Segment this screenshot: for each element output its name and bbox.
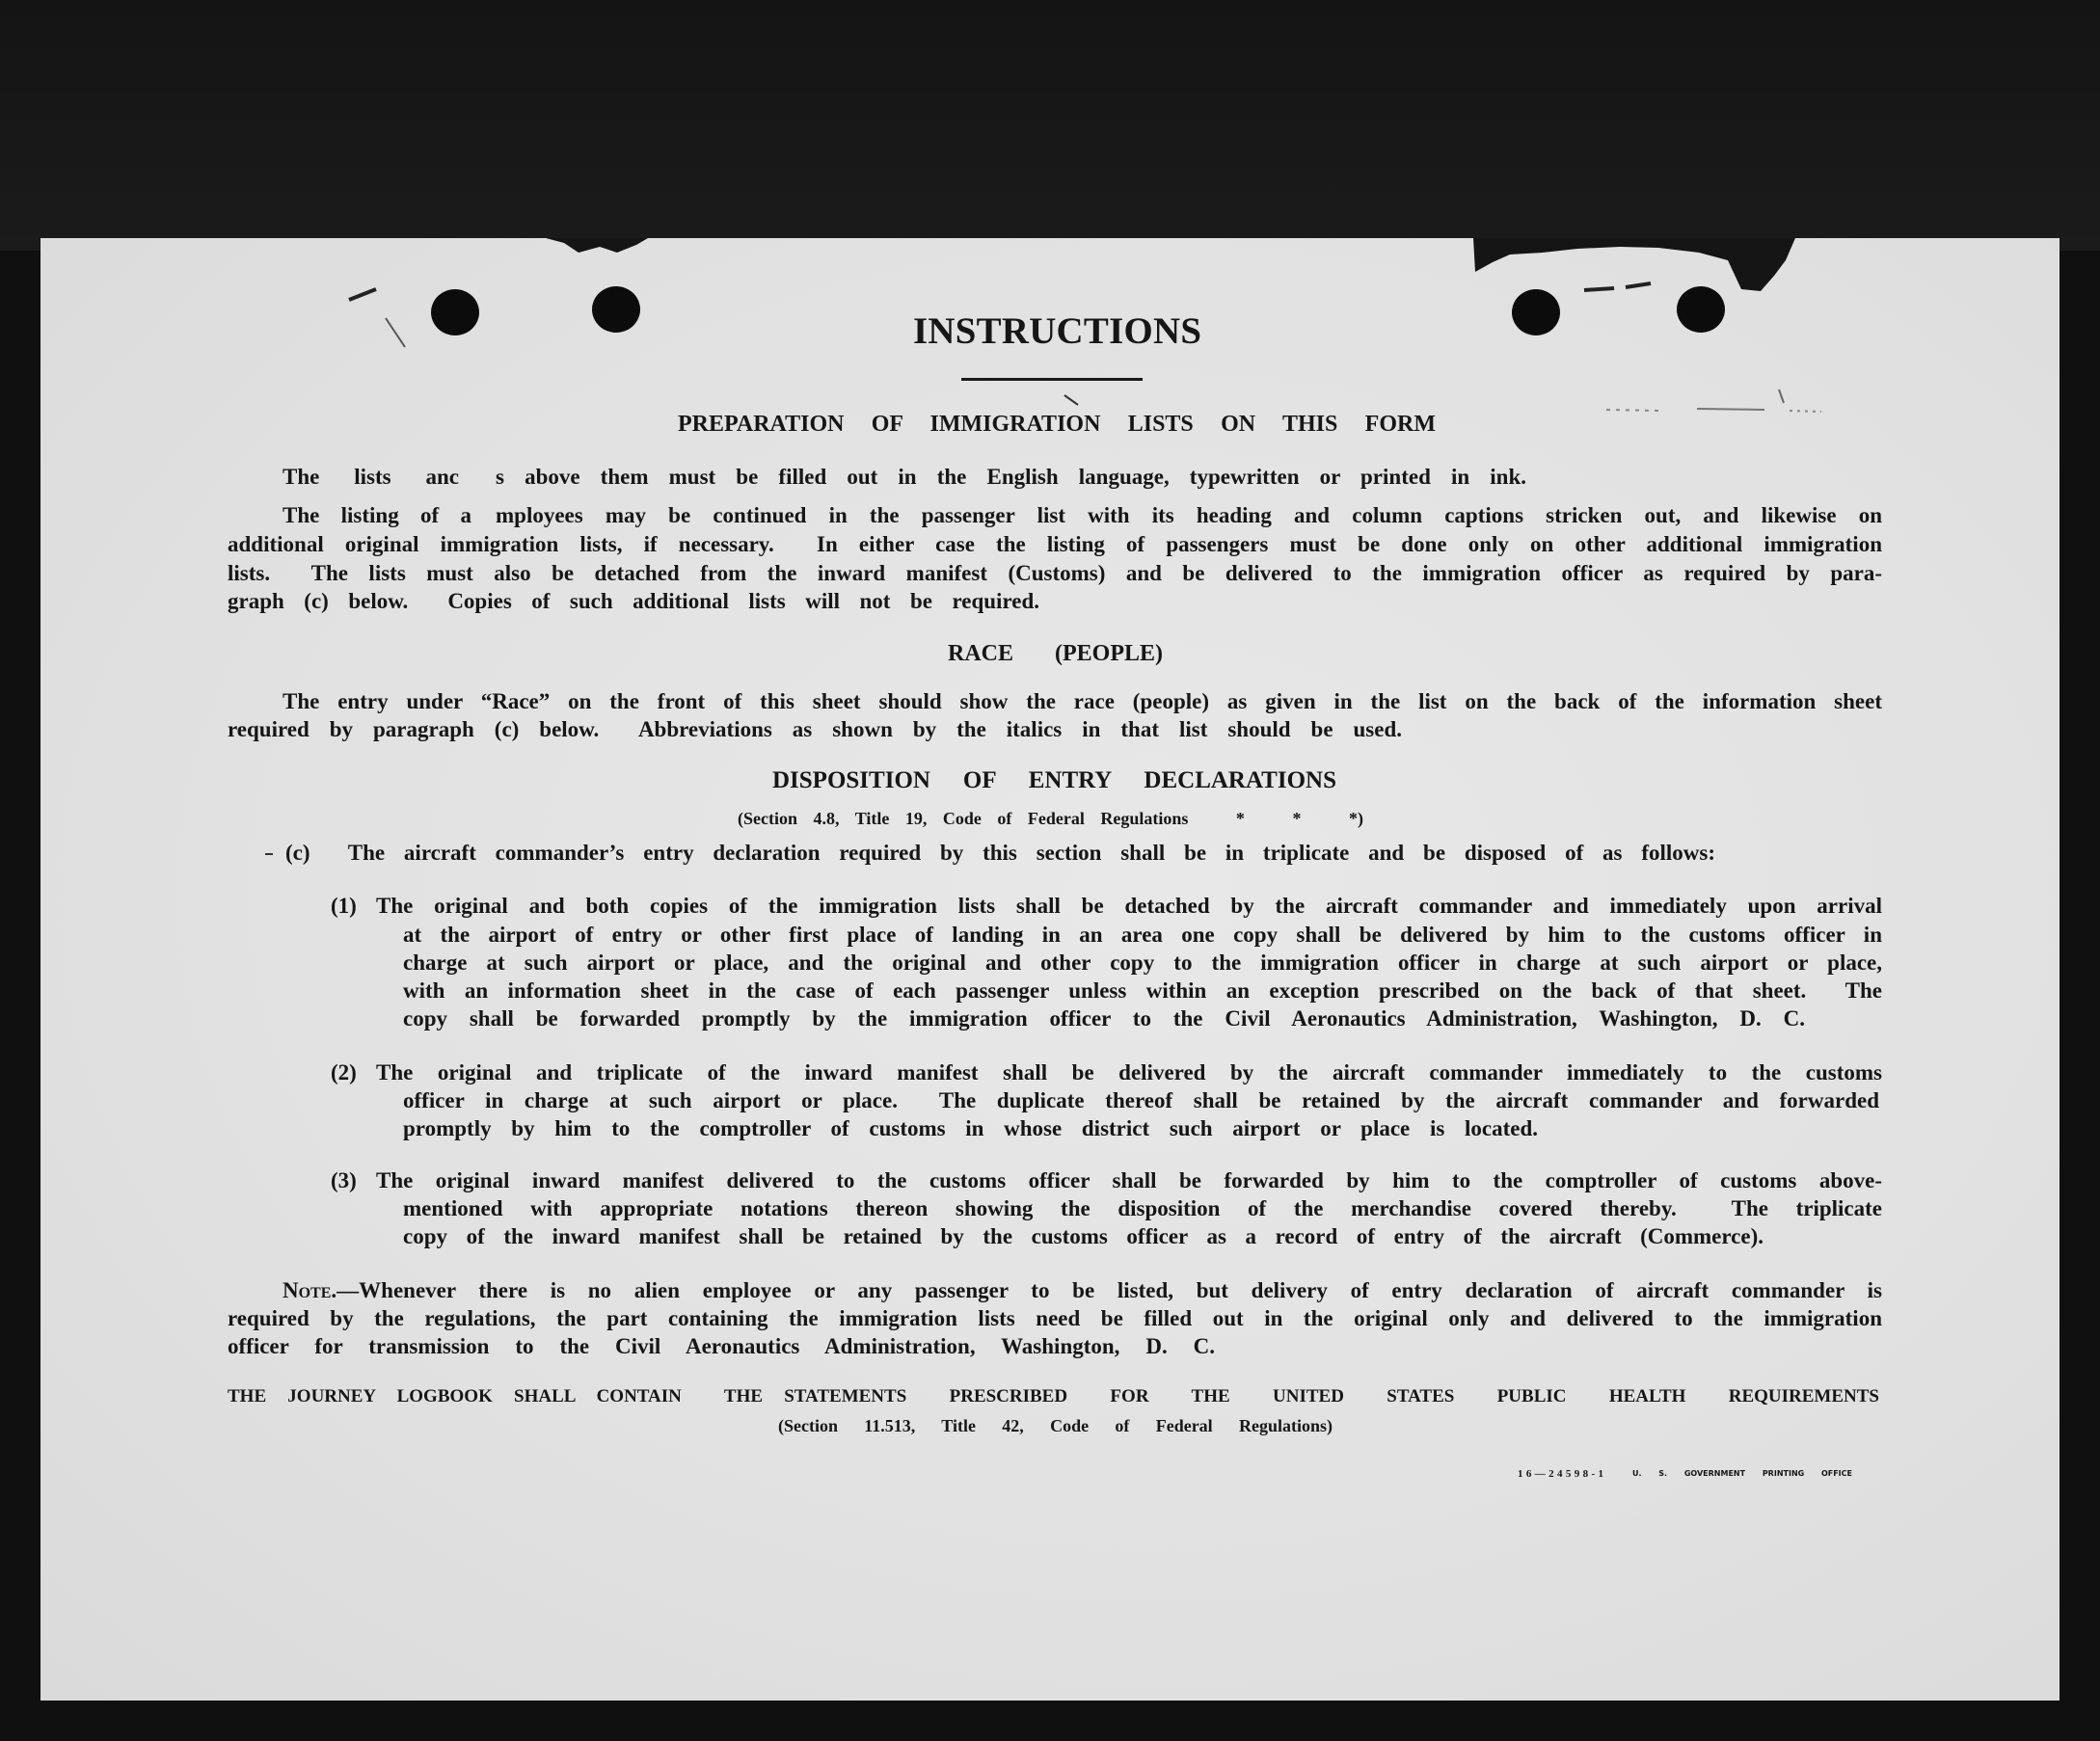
note-line: [283, 1276, 1882, 1305]
punch-hole: [1512, 289, 1560, 335]
punch-hole: [592, 286, 640, 333]
stray-mark: [1064, 395, 1078, 405]
note-text: —Whenever there is no alien employee or any passenger to be listed, but delivery of entry declaration of aircraft commander is: [337, 1278, 1882, 1302]
instruction-line: mentioned with appropriate notations thereon showing the disposition of the merchandise covered thereby. The triplicate: [403, 1196, 1882, 1220]
health-requirement-heading: THE JOURNEY LOGBOOK SHALL CONTAIN THE STATEMENTS PRESCRIBED FOR THE UNITED STATES PUBLIC HEALTH REQUIREMENTS: [228, 1386, 1879, 1406]
regulation-citation: (Section 4.8, Title 19, Code of Federal Regulations * * *): [738, 809, 1363, 828]
punch-hole: [1677, 286, 1725, 333]
stray-mark: [1790, 411, 1821, 412]
note-line: required by the regulations, the part containing the immigration lists need be filled out in the original only and delivered to the immigration: [228, 1306, 1882, 1330]
item-number: (2): [331, 1060, 357, 1085]
instruction-line: The lists anc: [283, 465, 459, 489]
instruction-line: copy of the inward manifest shall be retained by the customs officer as a record of entry of the aircraft (Commerce).: [403, 1224, 1763, 1248]
torn-edge-right: [1473, 238, 1795, 291]
form-number: 16—24598-1: [1518, 1468, 1607, 1480]
instruction-line: promptly by him to the comptroller of customs in whose district such airport or place is located.: [403, 1116, 1538, 1140]
stray-mark: [1626, 283, 1651, 287]
instruction-line: lists. The lists must also be detached from the inward manifest (Customs) and be delivered to the immigration officer as required by para-: [228, 561, 1882, 585]
instruction-line: with an information sheet in the case of each passenger unless within an exception prescribed on the back of that sheet. The: [403, 978, 1882, 1003]
stray-mark: [386, 318, 405, 347]
instruction-line: The original inward manifest delivered to the customs officer shall be forwarded by him to the comptroller of customs above-: [376, 1168, 1882, 1192]
instruction-line: at the airport of entry or other first place of landing in an area one copy shall be delivered by him to the customs officer in: [403, 923, 1882, 947]
note-line: officer for transmission to the Civil Aeronautics Administration, Washington, D. C.: [228, 1334, 1215, 1358]
instruction-line: officer in charge at such airport or place. The duplicate thereof shall be retained by the aircraft commander and forwarded: [403, 1088, 1879, 1112]
instruction-line: graph (c) below. Copies of such additional lists will not be required.: [228, 589, 1039, 613]
instruction-line: required by paragraph (c) below. Abbreviations as shown by the italics in that list should be used.: [228, 717, 1402, 741]
section-heading-preparation: PREPARATION OF IMMIGRATION LISTS ON THIS FORM: [678, 412, 1436, 437]
instruction-line: The listing of a: [283, 503, 471, 527]
punch-hole: [431, 289, 479, 335]
instruction-line: charge at such airport or place, and the original and other copy to the immigration officer in charge at such airport or place,: [403, 951, 1882, 975]
printer-imprint: U. S. GOVERNMENT PRINTING OFFICE: [1632, 1469, 1852, 1478]
stray-mark: [1606, 410, 1658, 411]
instruction-line: s above them must be filled out in the English language, typewritten or printed in ink.: [496, 465, 1526, 489]
instruction-line: The entry under “Race” on the front of this sheet should show the race (people) as given in the list on the back of the information sheet: [283, 689, 1882, 713]
page-title: INSTRUCTIONS: [913, 310, 1202, 352]
item-number: (3): [331, 1168, 357, 1192]
instruction-line: additional original immigration lists, if necessary. In either case the listing of passengers must be done only on other additional immigration: [228, 532, 1882, 556]
title-underline: [961, 378, 1143, 381]
instruction-line: The original and both copies of the immigration lists shall be detached by the aircraft commander and immediately upon arrival: [376, 894, 1882, 918]
stray-mark: [1697, 409, 1764, 410]
section-heading-disposition: DISPOSITION OF ENTRY DECLARATIONS: [772, 767, 1336, 793]
instruction-line: The original and triplicate of the inward manifest shall be delivered by the aircraft commander immediately to the customs: [376, 1060, 1882, 1085]
stray-mark: [349, 289, 376, 300]
instruction-line: (c) The aircraft commander’s entry declaration required by this section shall be in triplicate and be disposed of as follows:: [285, 841, 1715, 865]
torn-edge-left: [546, 238, 648, 253]
stray-mark: [1779, 389, 1784, 403]
health-regulation-citation: (Section 11.513, Title 42, Code of Federal Regulations): [778, 1416, 1333, 1435]
instruction-line: mployees may be continued in the passenger list with its heading and column captions stricken out, and likewise on: [496, 503, 1882, 527]
instruction-line: copy shall be forwarded promptly by the immigration officer to the Civil Aeronautics Administration, Washington, D. C.: [403, 1006, 1805, 1031]
section-heading-race: RACE (PEOPLE): [948, 641, 1163, 666]
item-number: (1): [331, 894, 357, 918]
note-label: Note.: [283, 1278, 337, 1302]
stray-mark: [1584, 288, 1614, 290]
